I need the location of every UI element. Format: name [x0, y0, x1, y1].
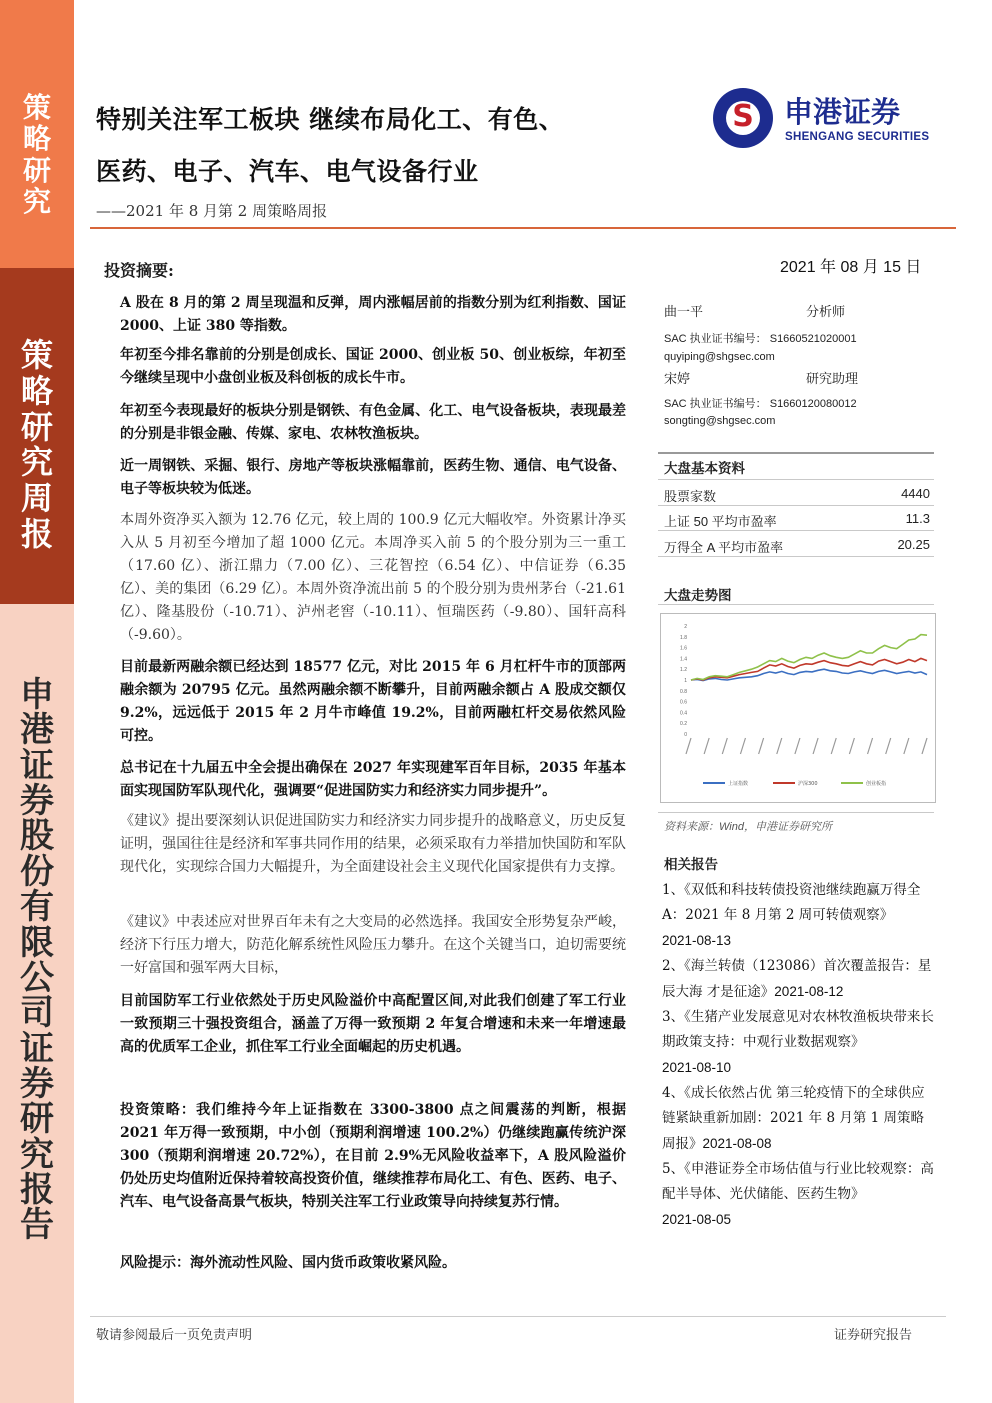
related-report-text: 1、《双低和科技转债投资池继续跑赢万得全 A：2021 年 8 月第 2 周可转债观察》	[662, 882, 921, 923]
sidebar-char: 申	[20, 675, 54, 715]
sidebar-char: 券	[20, 781, 54, 822]
sidebar-char: 券	[20, 1063, 54, 1104]
x-tick-mark	[922, 738, 927, 754]
section-divider	[658, 604, 934, 605]
related-report-date: 2021-08-08	[702, 1136, 772, 1151]
summary-paragraph-6: 目前最新两融余额已经达到 18577 亿元，对比 2015 年 6 月杠杆牛市的顶部两融余额为 20795 亿元。虽然两融余额不断攀升，目前两融余额占 A 股成交额仅 9.2%，远远低于 2015 年 2 月牛市峰值 19.2%，目前两融杠杆交易依然风险可控。	[120, 659, 626, 744]
x-tick-mark	[740, 738, 745, 754]
x-tick-mark	[849, 738, 854, 754]
report-subtitle: ——2021 年 8 月第 2 周策略周报	[96, 202, 328, 220]
sidebar-char: 证	[20, 745, 54, 786]
market-row-value: 20.25	[897, 537, 930, 552]
sidebar-char: 限	[20, 922, 54, 963]
investment-strategy: 投资策略：我们维持今年上证指数在 3300-3800 点之间震荡的判断，根据 2021 年万得一致预期，中小创（预期利润增速 100.2%）仍继续跑赢传统沪深 300（预期利润增速 20.72%），在目前 2.9%无风险收益率下，A 股风险溢价仍处历史均值附近保持着较高投资价值，继续推荐布局化工、有色、医药、电子、汽车、电气设备高景气板块，特别关注军工行业政策导向持续复苏行情。	[120, 1102, 626, 1210]
series-line	[691, 669, 927, 680]
analyst-name: 宋婷	[664, 371, 691, 386]
related-report-text: 4、《成长依然占优 第三轮疫情下的全球供应链紧缺重新加剧：2021 年 8 月第 1 周策略周报》	[662, 1085, 925, 1152]
related-report-item[interactable]	[662, 878, 934, 954]
legend-label: 上证指数	[728, 781, 749, 787]
table-divider	[658, 530, 934, 531]
sidebar-char: 究	[22, 185, 51, 219]
section-divider	[658, 452, 934, 454]
sidebar-char: 策	[22, 91, 51, 124]
report-type-label: 证券研究报告	[834, 1328, 913, 1343]
related-reports-title: 相关报告	[664, 857, 718, 873]
sidebar-char: 研	[22, 153, 51, 187]
y-tick-label: 1.2	[680, 667, 687, 674]
x-tick-mark	[886, 738, 891, 754]
table-divider	[658, 479, 934, 480]
market-trend-chart-svg	[661, 614, 935, 802]
sidebar-char: 公	[20, 957, 54, 998]
summary-paragraph-1: A 股在 8 月的第 2 周呈现温和反弹，周内涨幅居前的指数分别为红利指数、国证 2000、上证 380 等指数。	[120, 295, 626, 334]
x-tick-mark	[868, 738, 873, 754]
related-report-date: 2021-08-13	[662, 933, 732, 948]
related-report-text: 3、《生猪产业发展意见对农林牧渔板块带来长期政策支持：中观行业数据观察》	[662, 1009, 934, 1050]
summary-heading: 投资摘要:	[104, 261, 174, 280]
x-tick-mark	[831, 738, 836, 754]
section-divider	[658, 812, 934, 813]
sidebar-char: 研	[20, 407, 53, 446]
sidebar-char: 证	[20, 1028, 54, 1069]
y-tick-label: 2	[684, 624, 687, 630]
y-tick-label: 0.2	[680, 721, 687, 728]
sidebar-char: 报	[20, 515, 53, 554]
market-chart-title: 大盘走势图	[664, 588, 732, 604]
y-tick-label: 0.6	[680, 699, 687, 706]
y-tick-label: 0.4	[680, 710, 687, 717]
related-report-text: 5、《申港证券全市场估值与行业比较观察：高配半导体、光伏储能、医药生物》	[662, 1161, 934, 1202]
related-report-date: 2021-08-12	[774, 984, 844, 999]
analyst-name: 曲一平	[664, 304, 704, 319]
analyst-role: 研究助理	[806, 371, 859, 386]
sidebar-label-strategy-research	[0, 92, 74, 217]
market-row-label: 股票家数	[664, 489, 717, 504]
sidebar-char: 港	[20, 710, 54, 751]
y-tick-label: 0	[684, 732, 687, 738]
report-title-line2: 医药、电子、汽车、电气设备行业	[96, 157, 479, 186]
series-line	[691, 635, 927, 680]
related-report-date: 2021-08-10	[662, 1060, 732, 1075]
market-basics-title: 大盘基本资料	[664, 461, 745, 477]
table-divider	[658, 505, 934, 506]
sidebar-char: 有	[20, 887, 54, 928]
x-tick-mark	[759, 738, 764, 754]
x-tick-mark	[686, 738, 691, 754]
related-report-item[interactable]	[662, 1005, 934, 1081]
market-row-label: 万得全 A 平均市盈率	[664, 540, 784, 555]
market-row-value: 4440	[901, 486, 930, 501]
y-tick-label: 1.6	[680, 645, 687, 652]
sidebar-char: 略	[20, 371, 53, 410]
summary-paragraph-2: 年初至今排名靠前的分别是创成长、国证 2000、创业板 50、创业板综，年初至今继续呈现中小盘创业板及科创板的成长牛市。	[120, 347, 626, 386]
sidebar-char: 究	[20, 443, 53, 482]
y-tick-label: 1	[684, 678, 687, 684]
summary-paragraph-4: 近一周钢铁、采掘、银行、房地产等板块涨幅靠前，医药生物、通信、电气设备、电子等板块较为低迷。	[120, 458, 626, 497]
summary-paragraph-9: 《建议》中表述应对世界百年未有之大变局的必然选择。我国安全形势复杂严峻，经济下行压力增大，防范化解系统性风险压力攀升。在这个关键当口，迫切需要统一好富国和强军两大目标，	[120, 914, 626, 976]
y-tick-label: 1.4	[680, 656, 687, 663]
table-divider	[658, 556, 934, 557]
x-tick-mark	[722, 738, 727, 754]
x-tick-mark	[813, 738, 818, 754]
sidebar-char: 报	[20, 1170, 54, 1211]
sidebar-char: 究	[20, 1134, 54, 1175]
analyst-email[interactable]: quyiping@shgsec.com	[664, 351, 775, 363]
summary-paragraph-3: 年初至今表现最好的板块分别是钢铁、有色金属、化工、电气设备板块，表现最差的分别是非银金融、传媒、家电、农林牧渔板块。	[120, 403, 626, 442]
related-report-date: 2021-08-05	[662, 1212, 732, 1227]
legend-label: 创业板指	[866, 781, 887, 787]
footer-divider	[90, 1316, 946, 1317]
company-name-cn: 申港证券	[784, 95, 901, 129]
sidebar-char: 告	[20, 1205, 54, 1246]
summary-paragraph-5: 本周外资净买入额为 12.76 亿元，较上周的 100.9 亿元大幅收窄。外资累计净买入从 5 月初至今增加了超 1000 亿元。本周净买入前 5 的个股分别为三一重工（17.60 亿）、浙江鼎力（7.00 亿）、三花智控（6.54 亿）、中信证券（6.35 亿）、美的集团（6.29 亿）。本周外资净流出前 5 的个股分别为贵州茅台（-21.61 亿）、隆基股份（-10.71）、泸州老窖（-10.11）、恒瑞医药（-9.80）、国轩高科（-9.60）。	[120, 512, 626, 643]
disclaimer-note: 敬请参阅最后一页免责声明	[96, 1328, 253, 1343]
related-report-item[interactable]	[662, 954, 934, 1005]
y-tick-label: 1.8	[680, 634, 687, 641]
sidebar-char: 司	[20, 993, 54, 1034]
analyst-cert: SAC 执业证书编号： S1660120080012	[664, 398, 857, 410]
legend-label: 沪深300	[798, 781, 818, 787]
related-reports-list	[662, 878, 934, 1233]
x-tick-mark	[777, 738, 782, 754]
analyst-role: 分析师	[806, 304, 846, 319]
sidebar-char: 研	[20, 1099, 54, 1140]
chart-source: 资料来源：Wind，申港证券研究所	[664, 821, 832, 833]
header-divider	[90, 227, 956, 229]
sidebar-label-weekly-report	[0, 338, 74, 553]
related-report-text: 2、《海兰转债（123086）首次覆盖报告：星辰大海 才是征途》	[662, 958, 932, 1000]
sidebar-char: 周	[20, 479, 53, 518]
summary-paragraph-10: 目前国防军工行业依然处于历史风险溢价中高配置区间,对此我们创建了军工行业一致预期三十强投资组合，涵盖了万得一致预期 2 年复合增速和未来一年增速最高的优质军工企业，抓住军工行业全面崛起的历史机遇。	[120, 993, 626, 1055]
market-row-value: 11.3	[905, 511, 930, 526]
sidebar-label-company	[0, 675, 74, 1246]
x-tick-mark	[704, 738, 709, 754]
related-report-item[interactable]	[662, 1081, 934, 1157]
x-tick-mark	[904, 738, 909, 754]
market-trend-chart	[660, 613, 936, 803]
analyst-cert: SAC 执业证书编号： S1660521020001	[664, 333, 857, 345]
summary-paragraph-7: 总书记在十九届五中全会提出确保在 2027 年实现建军百年目标，2035 年基本面实现国防军队现代化，强调要“促进国防实力和经济实力同步提升”。	[120, 760, 626, 799]
company-name-en: SHENGANG SECURITIES	[785, 131, 930, 143]
y-tick-label: 0.8	[680, 688, 687, 695]
risk-warning: 风险提示：海外流动性风险、国内货币政策收紧风险。	[120, 1255, 456, 1271]
sidebar-char: 股	[20, 816, 54, 857]
company-logo-mark: S	[732, 99, 754, 134]
related-report-item[interactable]	[662, 1157, 934, 1233]
summary-paragraph-8: 《建议》提出要深刻认识促进国防实力和经济实力同步提升的战略意义，历史反复证明，强国往往是经济和军事共同作用的结果，必须采取有力举措加快国防和军队现代化，实现综合国力大幅提升，为全面建设社会主义现代化国家提供有力支撑。	[120, 813, 626, 875]
analyst-email[interactable]: songting@shgsec.com	[664, 415, 776, 427]
sidebar-char: 份	[20, 851, 54, 892]
report-title-line1: 特别关注军工板块 继续布局化工、有色、	[96, 105, 565, 134]
report-date: 2021 年 08 月 15 日	[780, 259, 922, 276]
sidebar-char: 略	[22, 122, 51, 156]
x-tick-mark	[795, 738, 800, 754]
market-row-label: 上证 50 平均市盈率	[664, 514, 777, 529]
sidebar-char: 策	[20, 336, 53, 374]
